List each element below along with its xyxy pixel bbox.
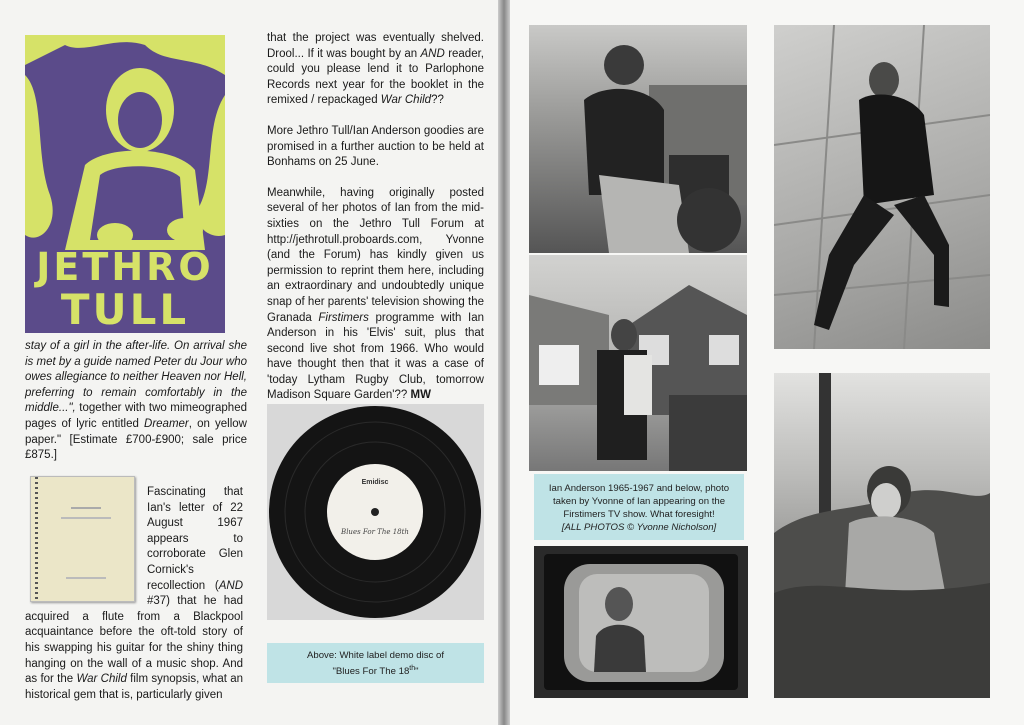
- left-column-text-1: [25, 339, 247, 464]
- photos-caption-text: Ian Anderson 1965-1967 and below, photo taken by Yvonne of Ian appearing on the Firstimers TV show. What foresight!: [548, 483, 730, 520]
- mid-p1-warchild: War Child: [380, 94, 432, 107]
- photo-ian-outside-house: [529, 255, 747, 471]
- record-label-title: Blues For The 18th: [341, 528, 409, 536]
- left-p1-italic: stay of a girl in the after-life. On arrival she is met by a guide named Peter du Jour who owes allegiance to neither Heaven nor Hell, preferring to remain comfortably in the middle...",: [25, 340, 247, 415]
- record-caption-c: ": [415, 666, 419, 678]
- vinyl-record-icon: [267, 404, 484, 620]
- left-p1-rest: together with two mimeographed pages of lyric entitled: [25, 402, 247, 430]
- right-page: [510, 0, 1024, 725]
- poster-title-line1: JETHRO: [36, 245, 214, 289]
- mid-p3-signature: MW: [410, 389, 431, 402]
- mid-p1-c: ??: [431, 94, 444, 107]
- record-caption-a: Above: White label demo disc of: [306, 650, 445, 661]
- left-p2-end: film synopsis, what an historical gem that is, particularly given: [25, 673, 244, 701]
- record-caption: [267, 643, 484, 683]
- mid-p3-b: programme with Ian Anderson in his 'Elvis' suit, plus that second live shot from 1966. Who would have thought then that it was a case of 'today Lytham Rugby Club, tomorrow Madison Square Garden'??: [267, 311, 484, 402]
- left-column-text-2: [25, 485, 243, 703]
- photo-tv-screen: [534, 546, 748, 698]
- photo-ian-on-steps: [774, 25, 990, 349]
- jethro-tull-poster: [25, 35, 225, 333]
- photo-ian-on-tractor: [529, 25, 747, 253]
- poster-title-line2: TULL: [60, 285, 190, 333]
- left-p2-and: AND: [218, 579, 243, 592]
- mid-p1-b: reader, could you please lend it to Parlophone Records next year for the booklet in the remixed / repackaged: [267, 47, 484, 107]
- middle-column-text: [267, 31, 484, 404]
- spine-gutter: [498, 0, 510, 725]
- record-caption-sup: th: [409, 665, 416, 672]
- vinyl-record-photo: [267, 404, 484, 620]
- photo-ian-in-garden: [774, 373, 990, 698]
- left-p1-end: , on yellow paper." [Estimate £700-£900; sale price £875.]: [25, 417, 247, 462]
- left-p2-num: #37) that he had acquired a flute from a Blackpool acquaintance before the oft-told story of his swapping his guitar for the shiny thing hanging on the wall of a music shop. And as for the: [25, 595, 243, 686]
- mid-p3-firstimers: Firstimers: [318, 311, 369, 324]
- photos-caption: [534, 474, 744, 540]
- mid-p1-and: AND: [420, 47, 445, 60]
- record-label-brand: Emidisc: [361, 479, 389, 486]
- mid-p2: More Jethro Tull/Ian Anderson goodies are promised in a further auction to be held at Bonhams on 25 June.: [267, 124, 484, 169]
- record-caption-b: "Blues For The 18: [332, 666, 410, 678]
- left-p1-dreamer: Dreamer: [144, 417, 189, 430]
- mid-p3-a: Meanwhile, having originally posted several of her photos of Ian from the mid-sixties on the Jethro Tull Forum at http://jethrotull.proboards.com, Yvonne (and the Forum) has kindly given us permission to reprint them here, including an extraordinary and undoubtedly unique snap of her parents' television showing the Granada: [267, 186, 484, 324]
- photos-credit: [ALL PHOTOS © Yvonne Nicholson]: [561, 522, 717, 533]
- mid-p1-a: that the project was eventually shelved. Drool... If it was bought by an: [267, 32, 484, 60]
- left-p2-warchild: War Child: [76, 673, 127, 686]
- left-page: [0, 0, 498, 725]
- left-p2-start: Fascinating that Ian's letter of 22 August 1967 appears to corroborate Glen Cornick's recollection (: [147, 486, 243, 592]
